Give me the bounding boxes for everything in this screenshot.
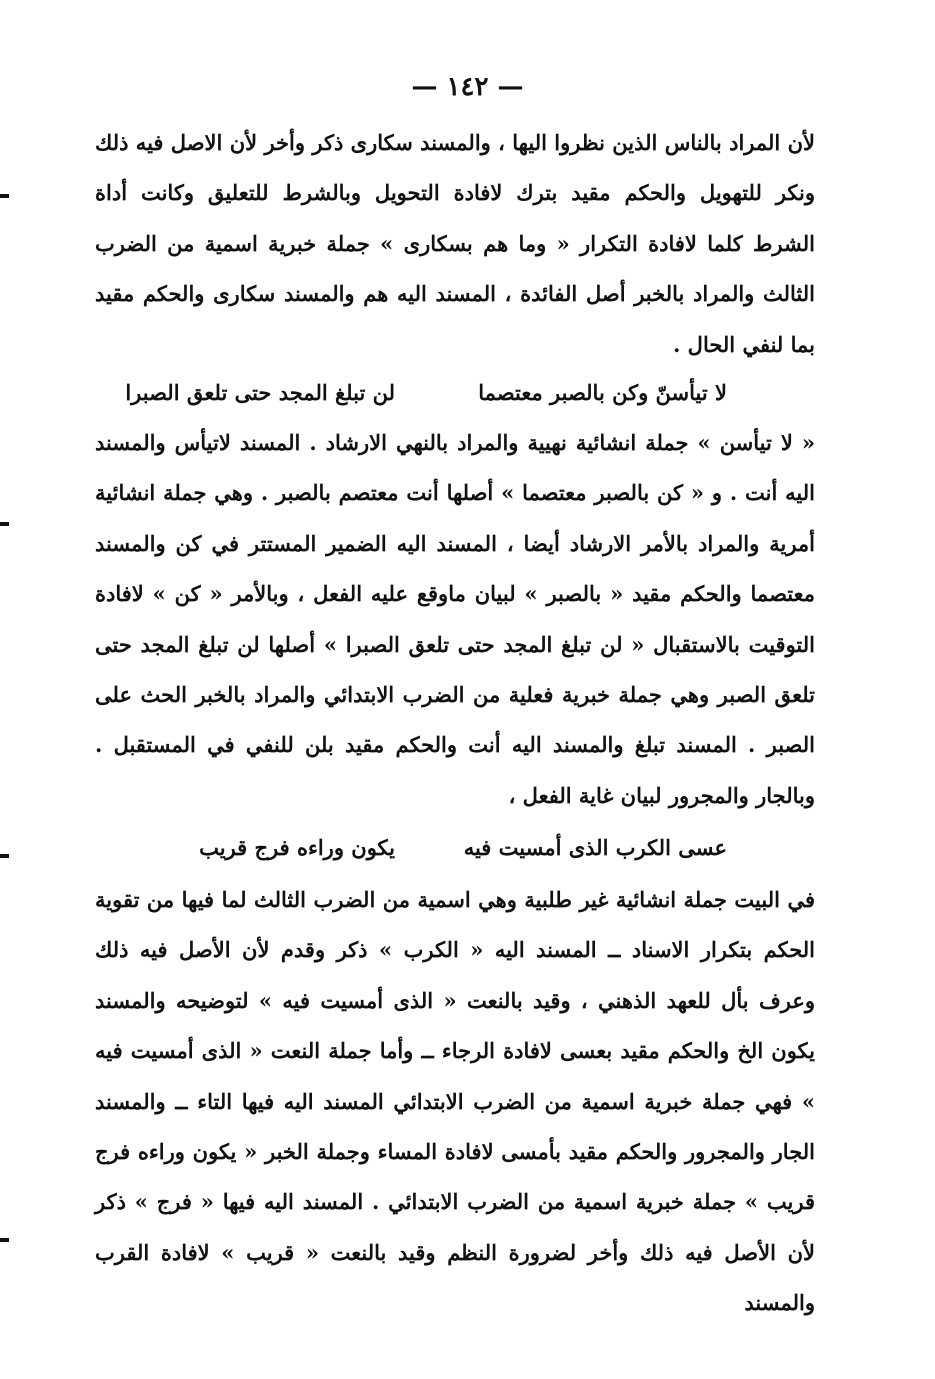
page-number: — ١٤٢ — <box>411 72 524 102</box>
paragraph-1 <box>95 118 815 370</box>
verse-2 <box>95 823 815 873</box>
margin-mark <box>0 854 9 858</box>
verse-1-first-hemistich: لا تيأسنّ وكن بالصبر معتصما <box>478 380 727 405</box>
verse-1 <box>95 368 815 418</box>
verse-1-second-hemistich: لن تبلغ المجد حتى تلعق الصبرا <box>125 380 395 405</box>
verse-2-first-hemistich: عسى الكرب الذى أمسيت فيه <box>463 835 727 860</box>
paragraph-2-text: « لا تيأسن » جملة انشائية نهيية والمراد بالنهي الارشاد . المسند لاتيأس والمسند اليه أنت . و « كن بالصبر معتصما » أصلها أنت معتصم بالصبر . وهي جملة انشائية أمرية والمراد بالأمر الارشاد أيضا ، المسند اليه الضمير المستتر في كن والمسند معتصما والحكم مقيد « بالصبر » لبيان ماوقع عليه الفعل ، وبالأمر « كن » لافادة التوقيت بالاستقبال « لن تبلغ المجد حتى تلعق الصبرا » أصلها لن تبلغ المجد حتى تلعق الصبر وهي جملة خبرية فعلية من الضرب الابتدائي والمراد بالخبر الحث على الصبر . المسند تبلغ والمسند اليه أنت والحكم مقيد بلن للنفي في المستقبل . وبالجار والمجرور لبيان غاية الفعل ، <box>95 430 815 808</box>
verse-2-second-hemistich: يكون وراءه فرج قريب <box>199 835 395 860</box>
margin-mark <box>0 522 9 526</box>
paragraph-3-text: في البيت جملة انشائية غير طلبية وهي اسمية من الضرب الثالث لما فيها من تقوية الحكم بتكرار الاسناد ــ المسند اليه « الكرب » ذكر وقدم لأن الأصل فيه ذلك وعرف بأل للعهد الذهني ، وقيد بالنعت « الذى أمسيت فيه » لتوضيحه والمسند يكون الخ والحكم مقيد بعسى لافادة الرجاء ــ وأما جملة النعت « الذى أمسيت فيه » فهي جملة خبرية اسمية من الضرب الابتدائي المسند اليه فيها التاء ــ والمسند الجار والمجرور والحكم مقيد بأمسى لافادة المساء وجملة الخبر « يكون وراءه فرج قريب » جملة خبرية اسمية من الضرب الابتدائي . المسند اليه فيها « فرج » ذكر لأن الأصل فيه ذلك وأخر لضرورة النظم وقيد بالنعت « قريب » لافادة القرب والمسند <box>95 887 815 1316</box>
margin-mark <box>0 194 9 198</box>
paragraph-3 <box>95 875 815 1329</box>
paragraph-1-text: لأن المراد بالناس الذين نظروا اليها ، والمسند سكارى ذكر وأخر لأن الاصل فيه ذلك ونكر للتهويل والحكم مقيد بترك لافادة التحويل وبالشرط للتعليق وكانت أداة الشرط كلما لافادة التكرار « وما هم بسكارى » جملة خبرية اسمية من الضرب الثالث والمراد بالخبر أصل الفائدة ، المسند اليه هم والمسند سكارى والحكم مقيد بما لنفي الحال . <box>95 130 815 357</box>
margin-mark <box>0 1238 9 1242</box>
paragraph-2 <box>95 418 815 821</box>
